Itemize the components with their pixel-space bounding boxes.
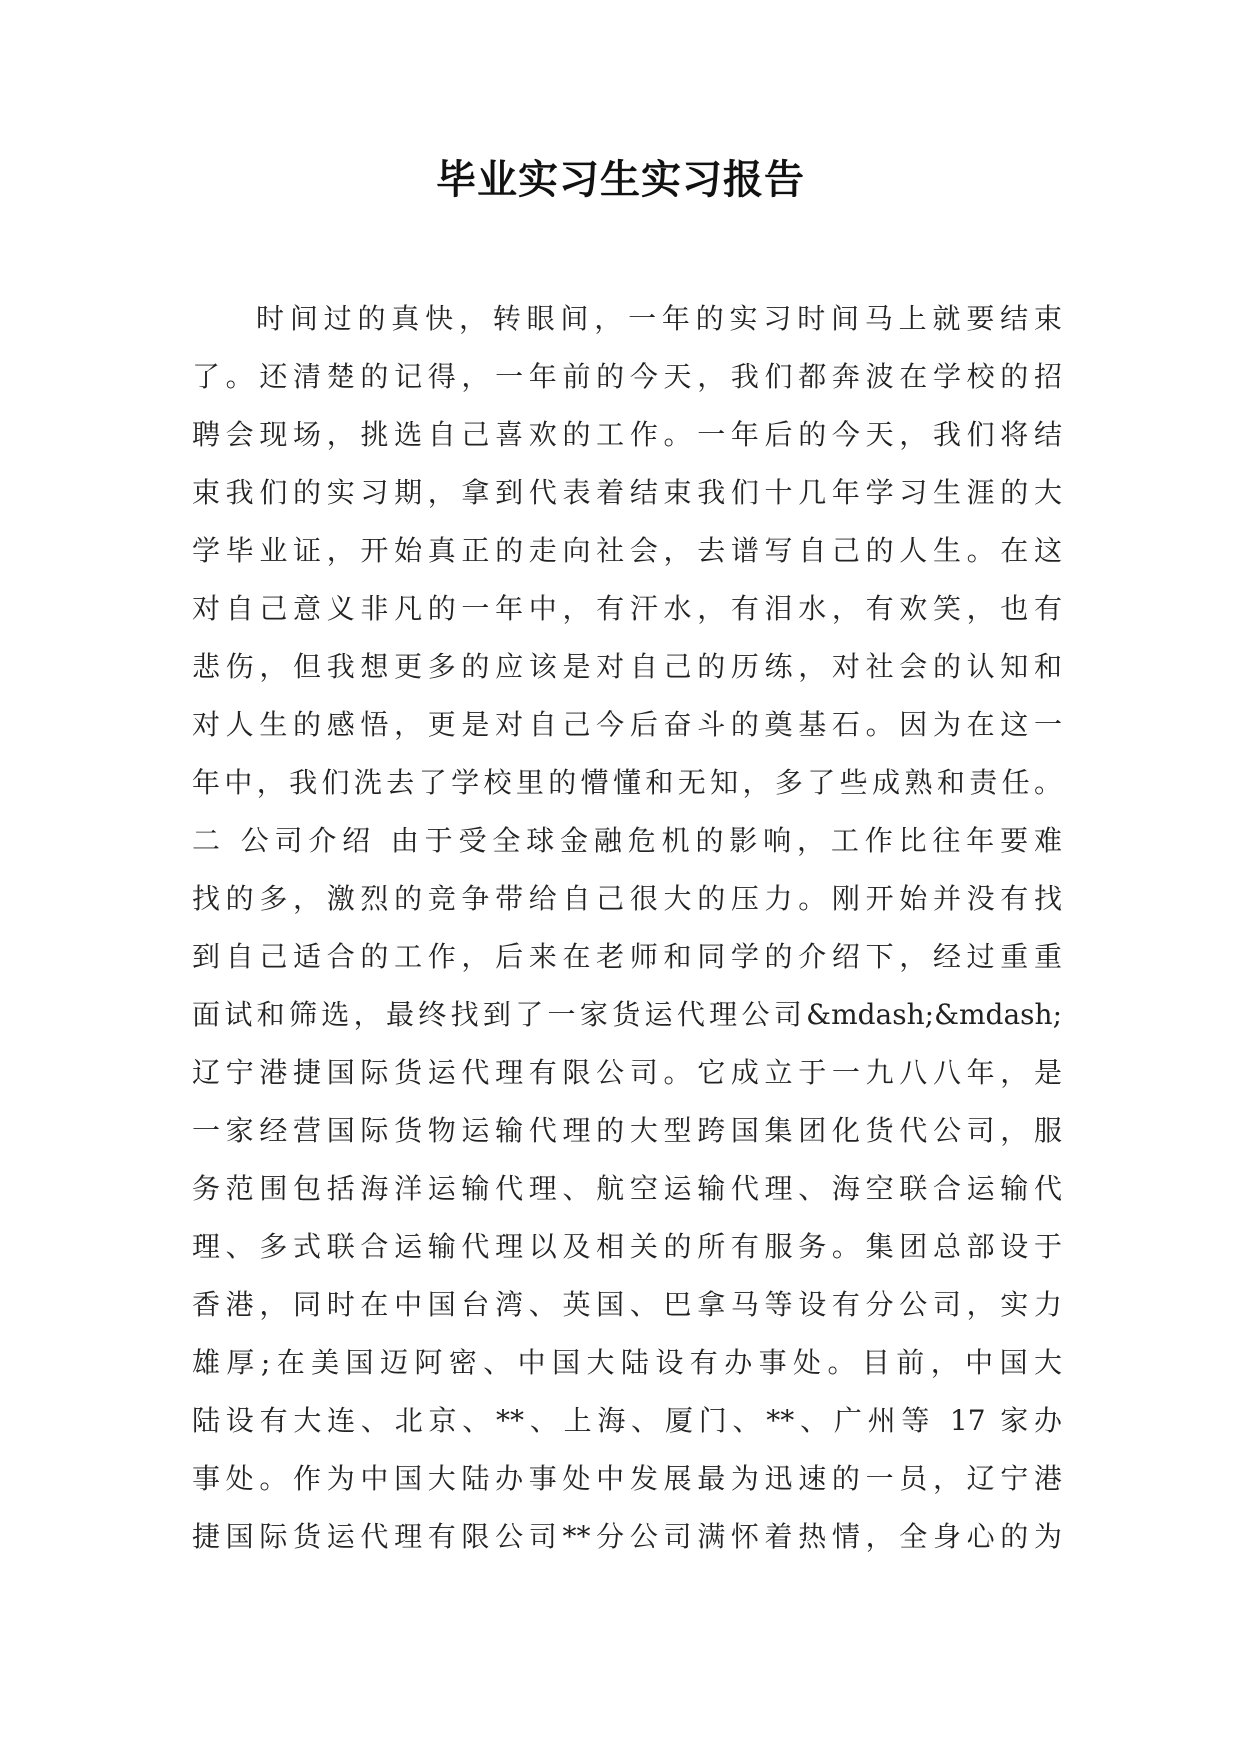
body-line-16: 务范围包括海洋运输代理、航空运输代理、海空联合运输代	[192, 1172, 1062, 1205]
body-line-22: 捷国际货运代理有限公司**分公司满怀着热情，全身心的为	[192, 1520, 1062, 1553]
body-line-20: 陆设有大连、北京、**、上海、厦门、**、广州等 17 家办	[192, 1404, 1062, 1437]
document-body	[192, 290, 1062, 1566]
body-line-18: 香港，同时在中国台湾、英国、巴拿马等设有分公司，实力	[192, 1288, 1062, 1321]
document-title: 毕业实习生实习报告	[436, 156, 805, 203]
body-line-8: 对人生的感悟，更是对自己今后奋斗的奠基石。因为在这一	[192, 708, 1062, 741]
body-line-14: 辽宁港捷国际货运代理有限公司。它成立于一九八八年，是	[192, 1056, 1062, 1089]
body-line-21: 事处。作为中国大陆办事处中发展最为迅速的一员，辽宁港	[192, 1462, 1062, 1495]
body-line-9: 年中，我们洗去了学校里的懵懂和无知，多了些成熟和责任。	[192, 766, 1062, 799]
body-line-6: 对自己意义非凡的一年中，有汗水，有泪水，有欢笑，也有	[192, 592, 1062, 625]
body-line-2: 了。还清楚的记得，一年前的今天，我们都奔波在学校的招	[192, 360, 1062, 393]
body-line-17: 理、多式联合运输代理以及相关的所有服务。集团总部设于	[192, 1230, 1062, 1263]
body-line-7: 悲伤，但我想更多的应该是对自己的历练，对社会的认知和	[192, 650, 1062, 683]
body-line-5: 学毕业证，开始真正的走向社会，去谱写自己的人生。在这	[192, 534, 1062, 567]
body-line-11: 找的多，激烈的竞争带给自己很大的压力。刚开始并没有找	[192, 882, 1062, 915]
body-line-12: 到自己适合的工作，后来在老师和同学的介绍下，经过重重	[192, 940, 1062, 973]
body-line-19: 雄厚;在美国迈阿密、中国大陆设有办事处。目前，中国大	[192, 1346, 1062, 1379]
body-line-10: 二 公司介绍 由于受全球金融危机的影响，工作比往年要难	[192, 824, 1062, 857]
body-line-3: 聘会现场，挑选自己喜欢的工作。一年后的今天，我们将结	[192, 418, 1062, 451]
body-line-13: 面试和筛选，最终找到了一家货运代理公司&mdash;&mdash;	[192, 998, 1062, 1031]
body-line-15: 一家经营国际货物运输代理的大型跨国集团化货代公司，服	[192, 1114, 1062, 1147]
body-line-1: 时间过的真快，转眼间，一年的实习时间马上就要结束	[256, 302, 1062, 335]
body-line-4: 束我们的实习期，拿到代表着结束我们十几年学习生涯的大	[192, 476, 1062, 509]
